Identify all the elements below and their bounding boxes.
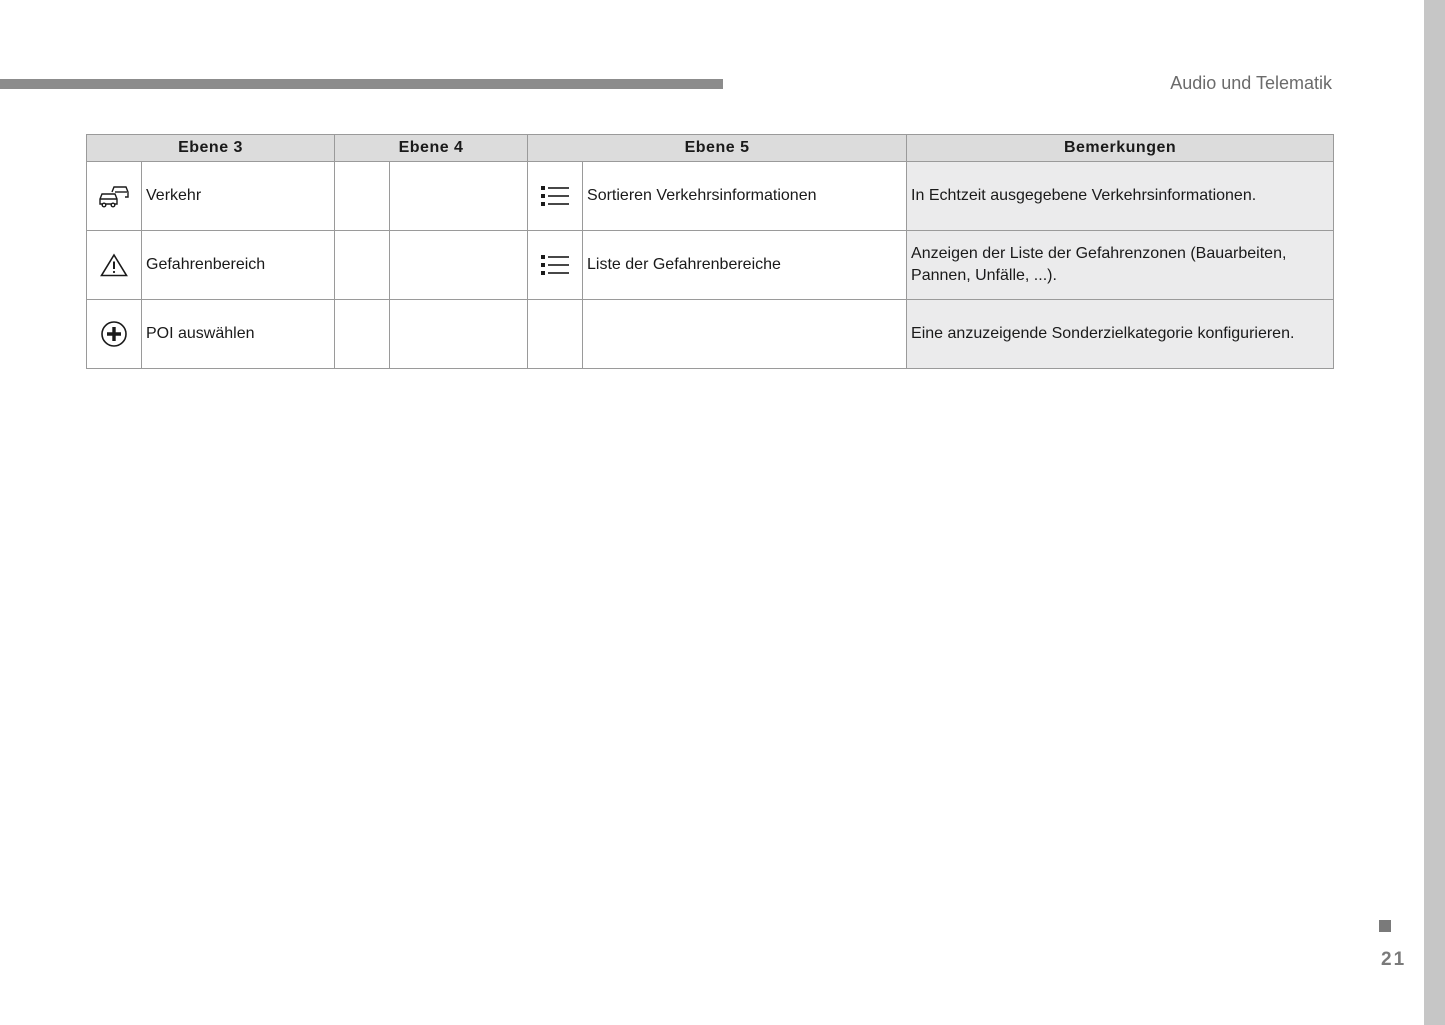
- traffic-cars-icon: [91, 184, 137, 208]
- level5-label: [583, 300, 907, 369]
- level4-label: [390, 231, 528, 300]
- remark-cell: Anzeigen der Liste der Gefahrenzonen (Bauarbeiten, Pannen, Unfälle, ...).: [907, 231, 1334, 300]
- list-icon: [532, 185, 578, 207]
- page-number: 21: [1381, 949, 1407, 970]
- table-row: [87, 162, 1334, 231]
- level3-icon-cell: [87, 231, 142, 300]
- level5-icon-cell: [528, 231, 583, 300]
- level4-label: [390, 300, 528, 369]
- column-header-level3: Ebene 3: [87, 135, 335, 162]
- level5-icon-cell: [528, 300, 583, 369]
- level4-icon-cell: [335, 300, 390, 369]
- level4-label: [390, 162, 528, 231]
- poi-plus-icon: [91, 320, 137, 348]
- level3-icon-cell: [87, 162, 142, 231]
- remark-cell: Eine anzuzeigende Sonderzielkategorie konfigurieren.: [907, 300, 1334, 369]
- end-marker: [1379, 920, 1391, 932]
- page-edge-strip: [1424, 0, 1445, 1025]
- level3-icon-cell: [87, 300, 142, 369]
- remark-cell: In Echtzeit ausgegebene Verkehrsinformationen.: [907, 162, 1334, 231]
- column-header-level4: Ebene 4: [335, 135, 528, 162]
- column-header-remarks: Bemerkungen: [907, 135, 1334, 162]
- column-header-level5: Ebene 5: [528, 135, 907, 162]
- level4-icon-cell: [335, 231, 390, 300]
- level5-label: Liste der Gefahrenbereiche: [583, 231, 907, 300]
- table-row: [87, 300, 1334, 369]
- table-row: [87, 231, 1334, 300]
- level3-label: Verkehr: [142, 162, 335, 231]
- level3-label: Gefahrenbereich: [142, 231, 335, 300]
- menu-levels-table: [86, 134, 1334, 369]
- table-header-row: [87, 135, 1334, 162]
- list-icon: [532, 254, 578, 276]
- section-title: Audio und Telematik: [1170, 73, 1332, 93]
- level3-label: POI auswählen: [142, 300, 335, 369]
- header-rule: [0, 79, 723, 89]
- level4-icon-cell: [335, 162, 390, 231]
- level5-icon-cell: [528, 162, 583, 231]
- warning-triangle-icon: [91, 253, 137, 277]
- level5-label: Sortieren Verkehrsinformationen: [583, 162, 907, 231]
